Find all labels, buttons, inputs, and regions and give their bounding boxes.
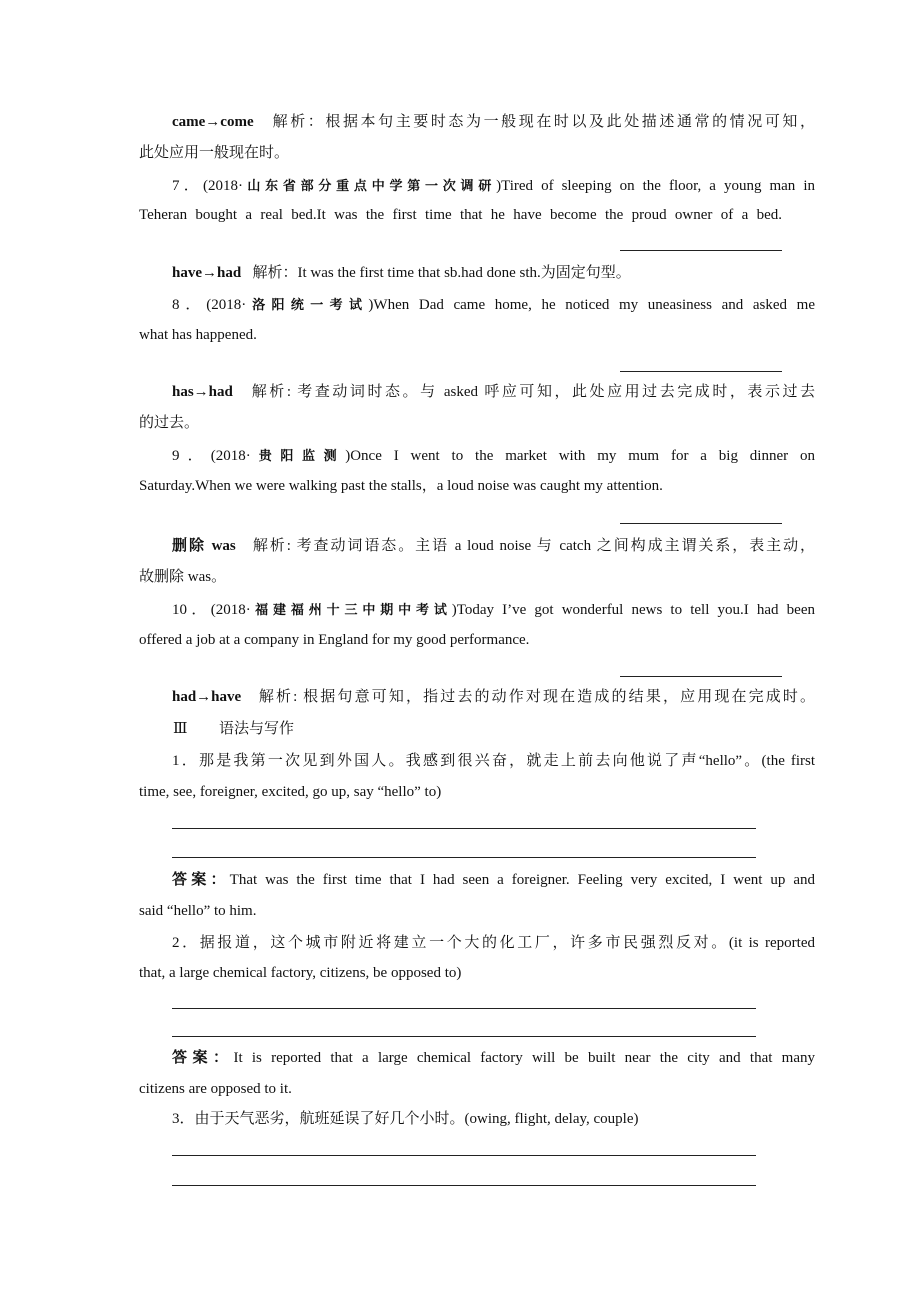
analysis-text: 根据本句主要时态为一般现在时以及此处描述通常的情况可知， [325,114,816,130]
answer-blank [620,523,782,524]
writing-1-answer-line-2: said “hello” to him. [139,903,257,919]
question-number: 8． [172,297,207,313]
answer-label: 答案： [172,1050,234,1066]
question-number: 10． [172,602,211,618]
answer: had→have [172,689,242,705]
source-year: (2018· [210,448,251,464]
answer-line [139,107,815,138]
source-name: 山东省部分重点中学第一次调研 [243,178,497,193]
question-text: )When Dad came home, he noticed my uneasiness and asked me [368,297,815,313]
answer-blank [620,371,782,372]
section-heading [173,714,294,745]
answer: came→come [172,114,254,130]
writing-2-question-line-1: 2．据报道，这个城市附近将建立一个大的化工厂，许多市民强烈反对。(it is reported [172,935,815,951]
question-text: )Today I’ve got wonderful news to tell you.I had been [451,602,815,618]
question-text: )Tired of sleeping on the floor, a young man in [496,178,815,194]
question-text: )Once I went to the market with my mum for a big dinner on [345,448,815,464]
analysis-text: 考查动词时态。与 asked 呼应可知，此处应用过去完成时，表示过去 [297,384,816,400]
question-10-line-1 [139,594,815,626]
writing-2-answer-line-1 [139,1043,815,1074]
source-name: 洛阳统一考试 [246,297,369,312]
writing-1-answer-line-1 [139,865,815,896]
question-7-line-1 [139,170,815,202]
writing-1-question-line-2: time, see, foreigner, excited, go up, say “hello” to) [139,784,442,800]
analysis-text: 考查动词语态。主语 a loud noise 与 catch 之间构成主谓关系，表主动， [296,538,816,554]
writing-line [172,1185,756,1186]
answer-text: That was the first time that I had seen a foreigner. Feeling very excited, I went up and [229,872,815,888]
source-year: (2018· [206,297,247,313]
question-9-line-1 [139,440,815,472]
question-9-line-2: Saturday.When we were walking past the stalls，a loud noise was caught my attention. [139,478,663,494]
question-7-line-2: Teheran bought a real bed.It was the first time that he have become the proud owner of a bed. [139,207,782,223]
answer-line [139,377,815,408]
analysis-continuation: 此处应用一般现在时。 [139,145,290,161]
answer-blank [620,676,782,677]
analysis-text: 根据句意可知，指过去的动作对现在造成的结果，应用现在完成时。 [303,689,816,705]
question-number: 9． [172,448,211,464]
analysis-label: 解析: [258,689,298,705]
section-number: Ⅲ [173,721,188,737]
writing-line [172,1155,756,1156]
analysis-continuation: 故删除 was。 [139,569,227,585]
writing-2-answer-line-2: citizens are opposed to it. [139,1081,292,1097]
analysis-label: 解析： [252,265,298,281]
answer-line [139,682,815,713]
analysis-text: It was the first time that sb.had done sth.为固定句型。 [297,265,631,281]
answer-text: It is reported that a large chemical factory will be built near the city and that many [233,1050,815,1066]
answer-line [139,531,815,562]
answer: has→had [172,384,233,400]
question-number: 7． [172,178,204,194]
analysis-continuation: 的过去。 [139,415,200,431]
question-10-line-2: offered a job at a company in England for my good performance. [139,632,530,648]
question-8-line-1 [139,289,815,321]
source-name: 贵阳监测 [250,448,346,463]
answer-blank [620,250,782,251]
answer-line [139,258,815,289]
writing-line [172,1036,756,1037]
writing-line [172,857,756,858]
writing-2-question-line-2: that, a large chemical factory, citizens, be opposed to) [139,965,462,981]
source-year: (2018· [210,602,251,618]
section-title: 语法与写作 [219,721,295,737]
analysis-label: 解析: [252,538,291,554]
answer: 删除 was [172,538,236,554]
writing-line [172,828,756,829]
answer-label: 答案： [172,872,230,888]
writing-line [172,1008,756,1009]
writing-3-question-line-1: 3．由于天气恶劣，航班延误了好几个小时。(owing, flight, delay, couple) [172,1111,639,1127]
analysis-label: 解析： [272,114,326,130]
source-name: 福建福州十三中期中考试 [250,602,452,617]
source-year: (2018· [203,178,244,194]
analysis-label: 解析: [251,384,291,400]
question-8-line-2: what has happened. [139,327,257,343]
writing-1-question-line-1: 1．那是我第一次见到外国人。我感到很兴奋，就走上前去向他说了声“hello”。(the first [172,753,815,769]
answer: have→had [172,265,242,281]
